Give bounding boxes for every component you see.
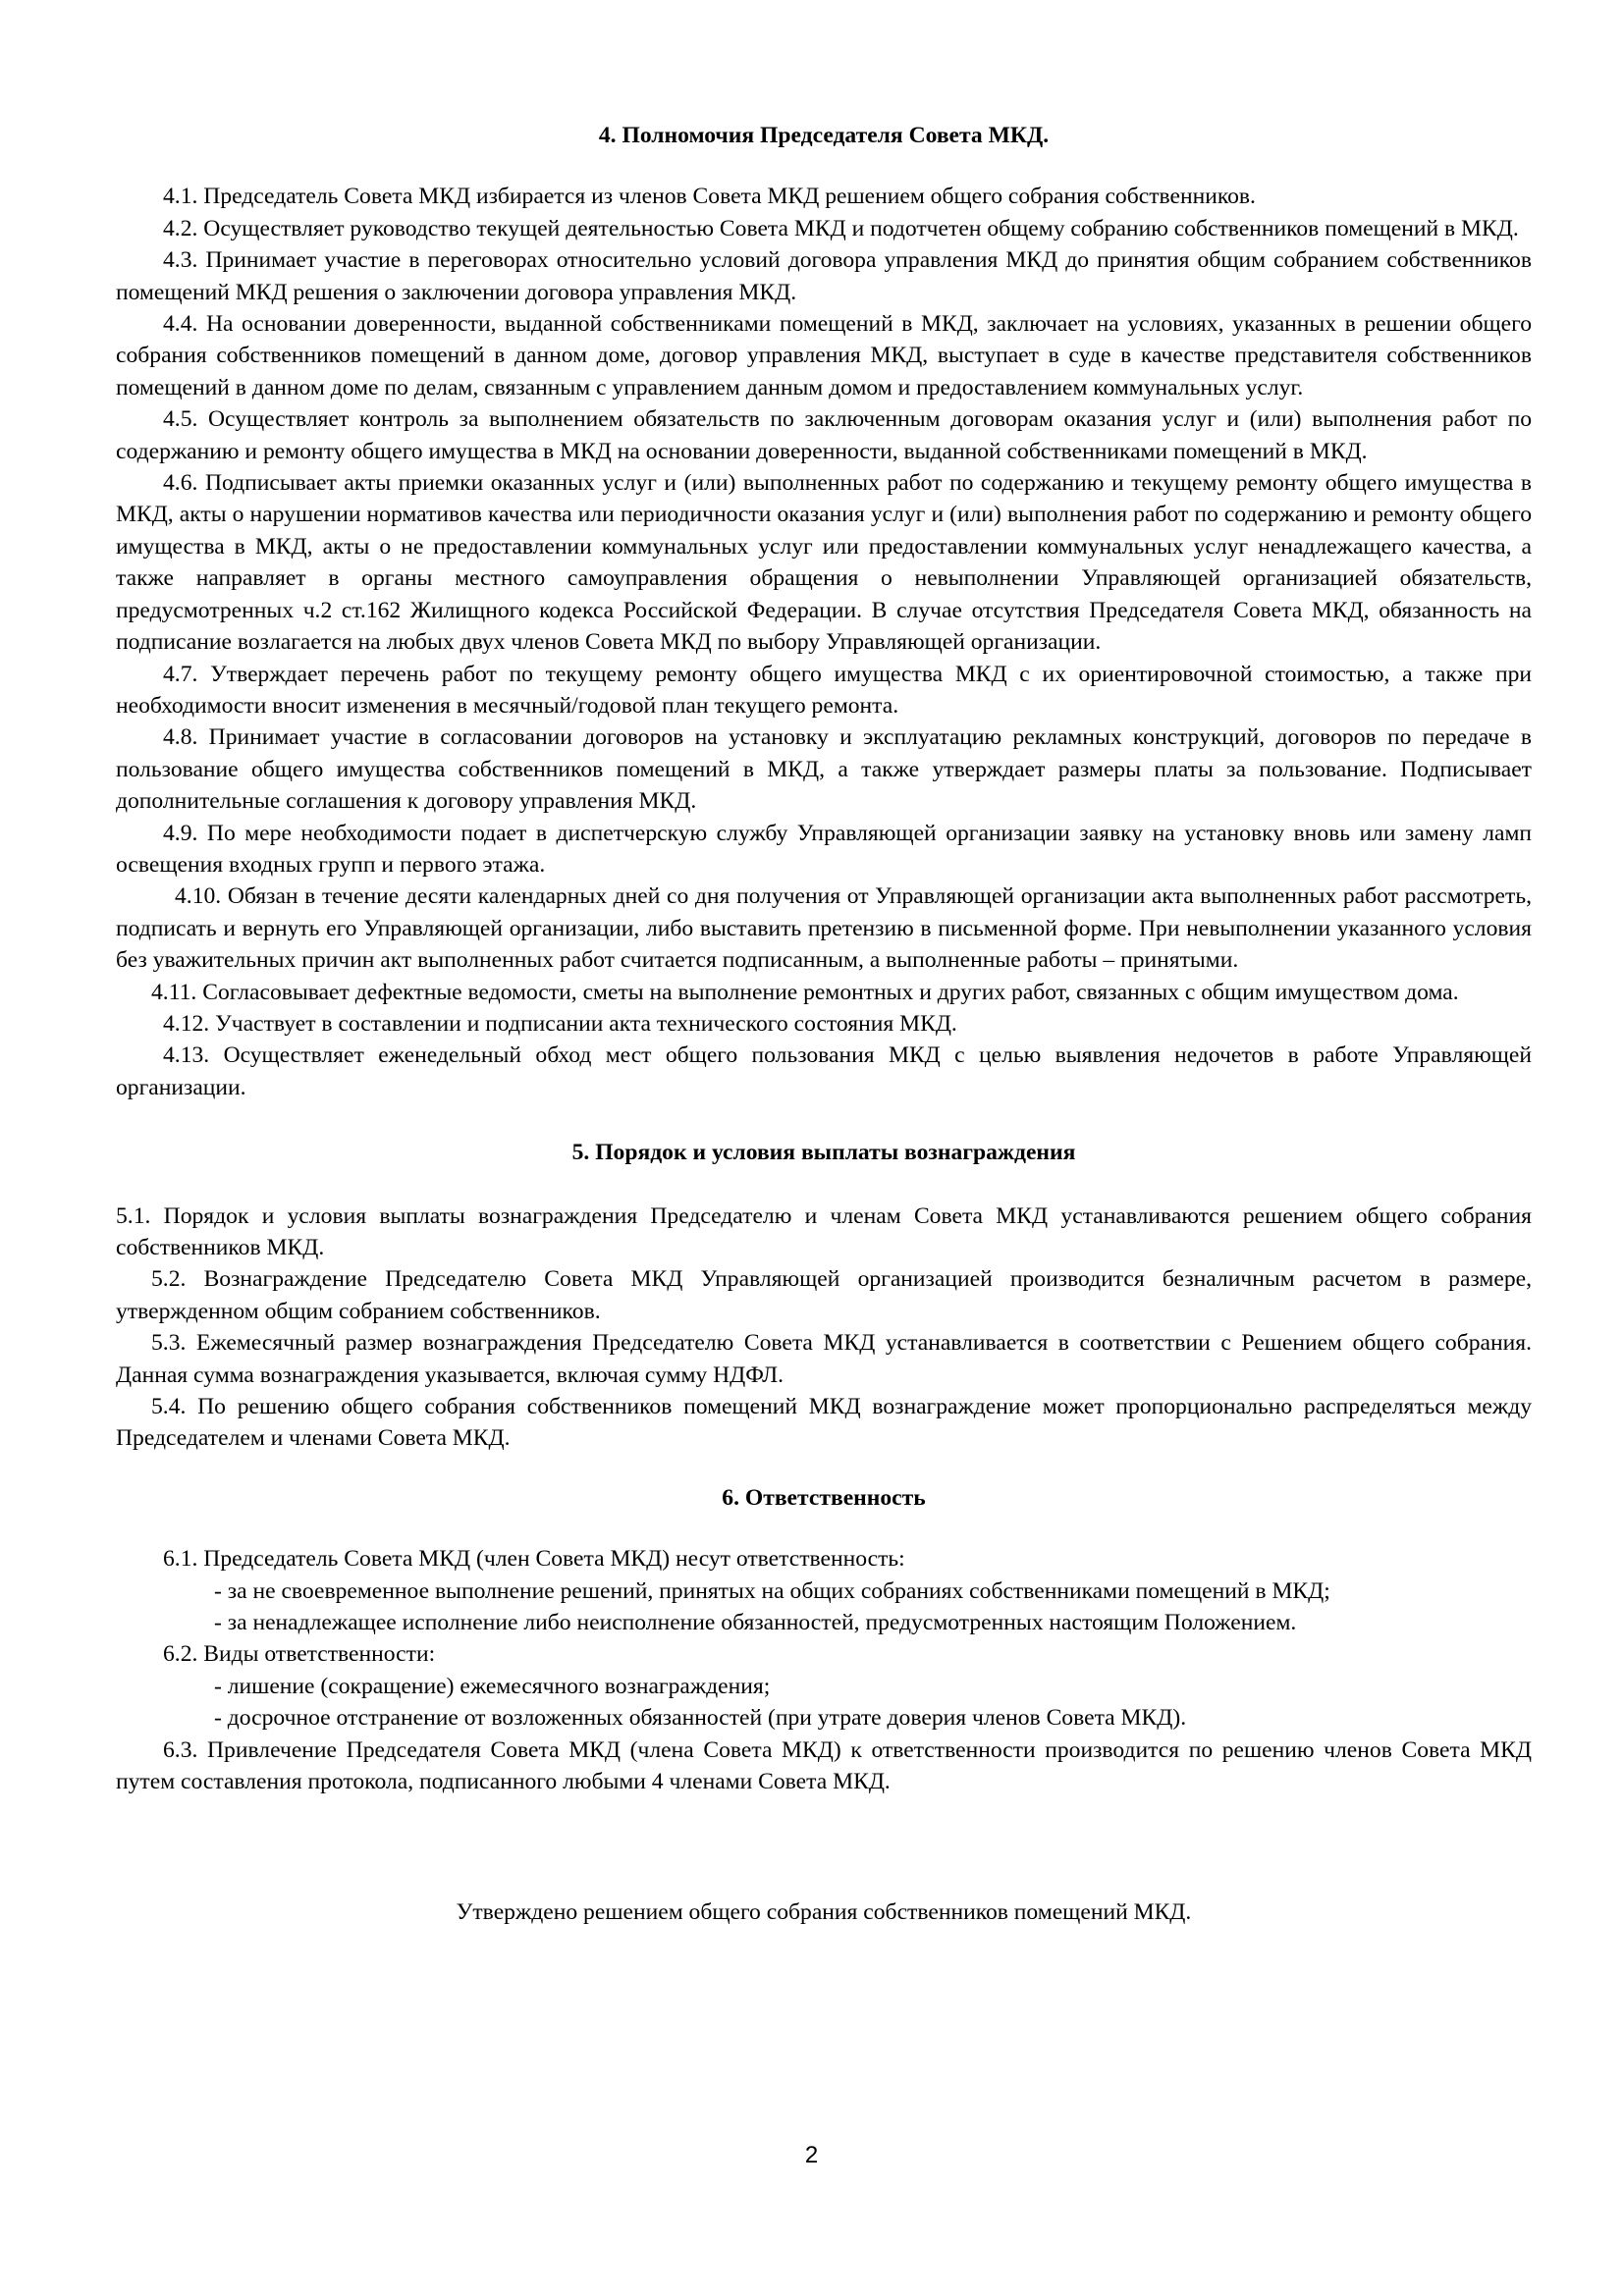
paragraph-4-1: 4.1. Председатель Совета МКД избирается из членов Совета МКД решением общего собрания собственников.	[163, 184, 1256, 210]
paragraph-5-3: 5.3. Ежемесячный размер вознаграждения Председателю Совета МКД устанавливается в соответствии с Решением общего собрания. Данная сумма вознаграждения указывается, включая сумму НДФЛ.	[116, 1330, 1532, 1388]
list-item: - лишение (сокращение) ежемесячного вознаграждения;	[214, 1673, 771, 1699]
paragraph-4-5: 4.5. Осуществляет контроль за выполнением обязательств по заключенным договорам оказания услуг и (или) выполнения работ по содержанию и ремонту общего имущества в МКД на основании доверенности, выданной собственниками помещений в МКД.	[116, 406, 1532, 464]
list-item: - за ненадлежащее исполнение либо неисполнение обязанностей, предусмотренных настоящим Положением.	[214, 1610, 1297, 1636]
paragraph-5-2: 5.2. Вознаграждение Председателю Совета МКД Управляющей организацией производится безналичным расчетом в размере, утвержденном общим собранием собственников.	[116, 1266, 1532, 1324]
page-number: 2	[804, 2142, 819, 2168]
paragraph-4-9: 4.9. По мере необходимости подает в диспетчерскую службу Управляющей организации заявку на установку вновь или замену ламп освещения входных групп и первого этажа.	[116, 820, 1532, 878]
list-item: - за не своевременное выполнение решений, принятых на общих собраниях собственниками помещений в МКД;	[214, 1577, 1330, 1604]
paragraph-5-4: 5.4. По решению общего собрания собственников помещений МКД вознаграждение может пропорционально распределяться между Председателем и членами Совета МКД.	[116, 1394, 1532, 1452]
paragraph-6-1: 6.1. Председатель Совета МКД (член Совета МКД) несут ответственность:	[163, 1546, 905, 1573]
section-6-title: 6. Ответственность	[722, 1484, 926, 1511]
paragraph-4-3: 4.3. Принимает участие в переговорах относительно условий договора управления МКД до принятия общим собранием собственников помещений МКД решения о заключении договора управления МКД.	[116, 247, 1532, 305]
paragraph-4-11: 4.11. Согласовывает дефектные ведомости, сметы на выполнение ремонтных и других работ, связанных с общим имуществом дома.	[151, 979, 1459, 1005]
approval-note: Утверждено решением общего собрания собственников помещений МКД.	[456, 1898, 1192, 1925]
paragraph-4-12: 4.12. Участвует в составлении и подписании акта технического состояния МКД.	[163, 1010, 957, 1037]
section-5-title: 5. Порядок и условия выплаты вознаграждения	[571, 1140, 1076, 1166]
paragraph-4-6: 4.6. Подписывает акты приемки оказанных услуг и (или) выполненных работ по содержанию и текущему ремонту общего имущества в МКД, акты о нарушении нормативов качества или периодичности оказания услуг и (или) выполнения работ по содержанию и ремонту общего имущества в МКД, акты о не предоставлении коммунальных услуг или предоставлении коммунальных услуг ненадлежащего качества, а также направляет в органы местного самоуправления обращения о невыполнении Управляющей организацией обязательств, предусмотренных ч.2 ст.162 Жилищного кодекса Российской Федерации. В случае отсутствия Председателя Совета МКД, обязанность на подписание возлагается на любых двух членов Совета МКД по выбору Управляющей организации.	[116, 470, 1532, 656]
list-item: - досрочное отстранение от возложенных обязанностей (при утрате доверия членов Совета МКД).	[214, 1705, 1187, 1732]
section-4-title: 4. Полномочия Председателя Совета МКД.	[598, 123, 1050, 148]
paragraph-4-10: 4.10. Обязан в течение десяти календарных дней со дня получения от Управляющей организации акта выполненных работ рассмотреть, подписать и вернуть его Управляющей организации, либо выставить претензию в письменной форме. При невыполнении указанного условия без уважительных причин акт выполненных работ считается подписанным, а выполненные работы – принятыми.	[116, 883, 1532, 974]
paragraph-6-2: 6.2. Виды ответственности:	[163, 1641, 436, 1668]
paragraph-4-8: 4.8. Принимает участие в согласовании договоров на установку и эксплуатацию рекламных конструкций, договоров по передаче в пользование общего имущества собственников помещений в МКД, а также утверждает размеры платы за пользование. Подписывает дополнительные соглашения к договору управления МКД.	[116, 724, 1532, 815]
paragraph-4-2: 4.2. Осуществляет руководство текущей деятельностью Совета МКД и подотчетен общему собранию собственников помещений в МКД.	[163, 215, 1519, 241]
paragraph-5-1: 5.1. Порядок и условия выплаты вознаграждения Председателю и членам Совета МКД устанавливаются решением общего собрания собственников МКД.	[116, 1202, 1532, 1260]
paragraph-4-4: 4.4. На основании доверенности, выданной собственниками помещений в МКД, заключает на условиях, указанных в решении общего собрания собственников помещений в данном доме, договор управления МКД, выступает в суде в качестве представителя собственников помещений в данном доме по делам, связанным с управлением данным домом и предоставлением коммунальных услуг.	[116, 311, 1532, 400]
paragraph-6-3: 6.3. Привлечение Председателя Совета МКД (члена Совета МКД) к ответственности производится по решению членов Совета МКД путем составления протокола, подписанного любыми 4 членами Совета МКД.	[116, 1736, 1532, 1795]
paragraph-4-7: 4.7. Утверждает перечень работ по текущему ремонту общего имущества МКД с их ориентировочной стоимостью, а также при необходимости вносит изменения в месячный/годовой план текущего ремонта.	[116, 661, 1532, 719]
paragraph-4-13: 4.13. Осуществляет еженедельный обход мест общего пользования МКД с целью выявления недочетов в работе Управляющей организации.	[116, 1042, 1532, 1100]
document-page	[116, 120, 1532, 1928]
